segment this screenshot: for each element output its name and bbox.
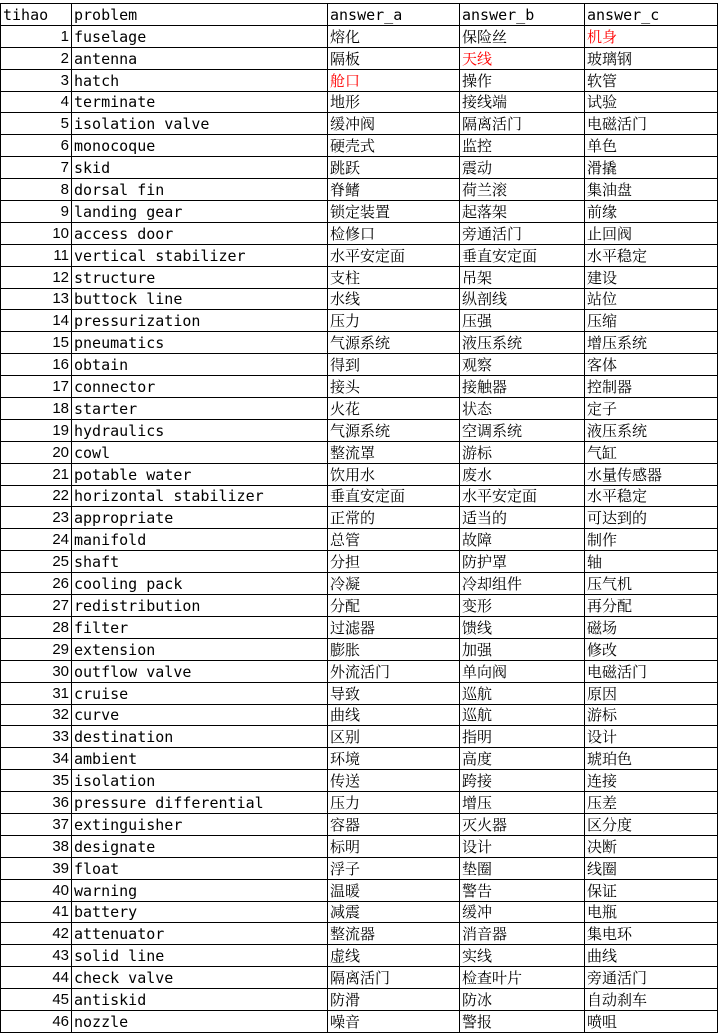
cell-answer-a[interactable]: 分担 — [328, 551, 460, 573]
table-row — [1, 726, 718, 748]
cell-problem[interactable]: warning — [72, 879, 328, 901]
table-row — [1, 529, 718, 551]
table-row — [1, 222, 718, 244]
table-row — [1, 288, 718, 310]
cell-tihao[interactable]: 10 — [1, 222, 72, 244]
cell-answer-a[interactable]: 浮子 — [328, 857, 460, 879]
cell-answer-c[interactable]: 磁场 — [585, 616, 718, 638]
cell-tihao[interactable]: 42 — [1, 923, 72, 945]
cell-problem[interactable]: vertical stabilizer — [72, 244, 328, 266]
cell-answer-b[interactable]: 设计 — [460, 835, 585, 857]
table-row — [1, 398, 718, 420]
cell-problem[interactable]: manifold — [72, 529, 328, 551]
table-row — [1, 595, 718, 617]
cell-answer-b[interactable]: 接线端 — [460, 91, 585, 113]
cell-problem[interactable]: obtain — [72, 354, 328, 376]
cell-answer-b[interactable]: 单向阀 — [460, 660, 585, 682]
cell-answer-c[interactable]: 喷咀 — [585, 1010, 718, 1032]
cell-problem[interactable]: isolation valve — [72, 113, 328, 135]
cell-answer-c[interactable]: 线圈 — [585, 857, 718, 879]
cell-answer-a[interactable]: 导致 — [328, 682, 460, 704]
table-row — [1, 923, 718, 945]
cell-problem[interactable]: solid line — [72, 945, 328, 967]
cell-problem[interactable]: extinguisher — [72, 813, 328, 835]
cell-answer-b[interactable]: 检查叶片 — [460, 967, 585, 989]
cell-answer-c[interactable]: 曲线 — [585, 945, 718, 967]
table-row — [1, 682, 718, 704]
cell-answer-a[interactable]: 传送 — [328, 770, 460, 792]
table-row — [1, 507, 718, 529]
cell-answer-c[interactable]: 增压系统 — [585, 332, 718, 354]
cell-answer-a[interactable]: 分配 — [328, 595, 460, 617]
cell-answer-a[interactable]: 温暖 — [328, 879, 460, 901]
cell-answer-b[interactable]: 警告 — [460, 879, 585, 901]
cell-tihao[interactable]: 4 — [1, 91, 72, 113]
table-row — [1, 354, 718, 376]
cell-answer-c[interactable]: 站位 — [585, 288, 718, 310]
cell-answer-c[interactable]: 客体 — [585, 354, 718, 376]
cell-answer-b[interactable]: 指明 — [460, 726, 585, 748]
table-row — [1, 901, 718, 923]
cell-answer-b[interactable]: 缓冲 — [460, 901, 585, 923]
cell-tihao[interactable]: 37 — [1, 813, 72, 835]
table-row — [1, 879, 718, 901]
cell-tihao[interactable]: 45 — [1, 989, 72, 1011]
table-row — [1, 638, 718, 660]
cell-answer-a[interactable]: 膨胀 — [328, 638, 460, 660]
cell-tihao[interactable]: 36 — [1, 792, 72, 814]
table-row — [1, 332, 718, 354]
header-answer-b[interactable]: answer_b — [460, 4, 585, 26]
cell-answer-b[interactable]: 旁通活门 — [460, 222, 585, 244]
cell-answer-b[interactable]: 空调系统 — [460, 419, 585, 441]
table-row — [1, 551, 718, 573]
cell-tihao[interactable]: 7 — [1, 157, 72, 179]
cell-tihao[interactable]: 32 — [1, 704, 72, 726]
table-row — [1, 616, 718, 638]
cell-problem[interactable]: pneumatics — [72, 332, 328, 354]
cell-problem[interactable]: starter — [72, 398, 328, 420]
cell-answer-b[interactable]: 灭火器 — [460, 813, 585, 835]
cell-answer-c[interactable]: 轴 — [585, 551, 718, 573]
cell-problem[interactable]: cooling pack — [72, 573, 328, 595]
cell-problem[interactable]: float — [72, 857, 328, 879]
table-row — [1, 748, 718, 770]
cell-problem[interactable]: battery — [72, 901, 328, 923]
cell-answer-b[interactable]: 跨接 — [460, 770, 585, 792]
cell-answer-a[interactable]: 环境 — [328, 748, 460, 770]
cell-tihao[interactable]: 6 — [1, 135, 72, 157]
cell-tihao[interactable]: 25 — [1, 551, 72, 573]
cell-answer-b[interactable]: 吊架 — [460, 266, 585, 288]
table-row — [1, 47, 718, 69]
cell-tihao[interactable]: 41 — [1, 901, 72, 923]
cell-answer-a[interactable]: 减震 — [328, 901, 460, 923]
cell-answer-c[interactable]: 玻璃钢 — [585, 47, 718, 69]
cell-answer-b[interactable]: 加强 — [460, 638, 585, 660]
cell-problem[interactable]: filter — [72, 616, 328, 638]
cell-answer-b[interactable]: 游标 — [460, 441, 585, 463]
table-row — [1, 1010, 718, 1032]
cell-tihao[interactable]: 9 — [1, 201, 72, 223]
cell-problem[interactable]: attenuator — [72, 923, 328, 945]
cell-answer-b[interactable]: 液压系统 — [460, 332, 585, 354]
table-row — [1, 660, 718, 682]
table-row — [1, 419, 718, 441]
cell-answer-c[interactable]: 电瓶 — [585, 901, 718, 923]
cell-answer-a[interactable]: 得到 — [328, 354, 460, 376]
cell-answer-a[interactable]: 防滑 — [328, 989, 460, 1011]
cell-answer-c[interactable]: 自动刹车 — [585, 989, 718, 1011]
cell-answer-c[interactable]: 止回阀 — [585, 222, 718, 244]
cell-answer-b[interactable]: 状态 — [460, 398, 585, 420]
cell-answer-b[interactable]: 高度 — [460, 748, 585, 770]
cell-answer-a[interactable]: 压力 — [328, 310, 460, 332]
cell-answer-c[interactable]: 游标 — [585, 704, 718, 726]
cell-answer-c[interactable]: 压气机 — [585, 573, 718, 595]
cell-problem[interactable]: outflow valve — [72, 660, 328, 682]
cell-answer-b[interactable]: 荷兰滚 — [460, 179, 585, 201]
cell-answer-b[interactable]: 巡航 — [460, 682, 585, 704]
cell-tihao[interactable]: 44 — [1, 967, 72, 989]
cell-answer-b[interactable]: 压强 — [460, 310, 585, 332]
cell-answer-b[interactable]: 垫圈 — [460, 857, 585, 879]
table-row — [1, 857, 718, 879]
cell-tihao[interactable]: 3 — [1, 69, 72, 91]
cell-problem[interactable]: terminate — [72, 91, 328, 113]
cell-problem[interactable]: isolation — [72, 770, 328, 792]
cell-tihao[interactable]: 21 — [1, 463, 72, 485]
cell-tihao[interactable]: 14 — [1, 310, 72, 332]
cell-answer-a[interactable]: 舱口 — [328, 69, 460, 91]
table-row — [1, 835, 718, 857]
cell-answer-c[interactable]: 设计 — [585, 726, 718, 748]
cell-answer-c[interactable]: 电磁活门 — [585, 113, 718, 135]
table-row — [1, 113, 718, 135]
cell-tihao[interactable]: 13 — [1, 288, 72, 310]
cell-answer-a[interactable]: 区别 — [328, 726, 460, 748]
cell-answer-a[interactable]: 隔板 — [328, 47, 460, 69]
cell-answer-c[interactable]: 决断 — [585, 835, 718, 857]
cell-tihao[interactable]: 39 — [1, 857, 72, 879]
cell-problem[interactable]: dorsal fin — [72, 179, 328, 201]
cell-answer-b[interactable]: 故障 — [460, 529, 585, 551]
table-row — [1, 945, 718, 967]
header-answer-c[interactable]: answer_c — [585, 4, 718, 26]
cell-problem[interactable]: monocoque — [72, 135, 328, 157]
cell-problem[interactable]: fuselage — [72, 25, 328, 47]
cell-answer-a[interactable]: 气源系统 — [328, 419, 460, 441]
cell-answer-c[interactable]: 前缘 — [585, 201, 718, 223]
cell-answer-a[interactable]: 脊鳍 — [328, 179, 460, 201]
cell-answer-b[interactable]: 操作 — [460, 69, 585, 91]
cell-answer-b[interactable]: 防冰 — [460, 989, 585, 1011]
cell-answer-a[interactable]: 熔化 — [328, 25, 460, 47]
cell-answer-a[interactable]: 隔离活门 — [328, 967, 460, 989]
cell-answer-a[interactable]: 曲线 — [328, 704, 460, 726]
cell-answer-c[interactable]: 液压系统 — [585, 419, 718, 441]
cell-problem[interactable]: redistribution — [72, 595, 328, 617]
cell-answer-a[interactable]: 气源系统 — [328, 332, 460, 354]
cell-problem[interactable]: antiskid — [72, 989, 328, 1011]
cell-answer-c[interactable]: 集油盘 — [585, 179, 718, 201]
cell-answer-b[interactable]: 接触器 — [460, 376, 585, 398]
table-row — [1, 989, 718, 1011]
cell-problem[interactable]: horizontal stabilizer — [72, 485, 328, 507]
cell-tihao[interactable]: 31 — [1, 682, 72, 704]
table-row — [1, 310, 718, 332]
cell-answer-a[interactable]: 锁定装置 — [328, 201, 460, 223]
cell-tihao[interactable]: 22 — [1, 485, 72, 507]
table-row — [1, 201, 718, 223]
table-row — [1, 157, 718, 179]
cell-problem[interactable]: structure — [72, 266, 328, 288]
table-row — [1, 244, 718, 266]
cell-tihao[interactable]: 2 — [1, 47, 72, 69]
cell-answer-c[interactable]: 制作 — [585, 529, 718, 551]
cell-answer-a[interactable]: 缓冲阀 — [328, 113, 460, 135]
cell-answer-a[interactable]: 整流器 — [328, 923, 460, 945]
cell-answer-a[interactable]: 饮用水 — [328, 463, 460, 485]
cell-answer-c[interactable]: 建设 — [585, 266, 718, 288]
cell-answer-c[interactable]: 水量传感器 — [585, 463, 718, 485]
cell-problem[interactable]: skid — [72, 157, 328, 179]
cell-answer-a[interactable]: 正常的 — [328, 507, 460, 529]
cell-problem[interactable]: extension — [72, 638, 328, 660]
cell-answer-a[interactable]: 跳跃 — [328, 157, 460, 179]
cell-answer-c[interactable]: 原因 — [585, 682, 718, 704]
cell-answer-b[interactable]: 起落架 — [460, 201, 585, 223]
cell-answer-c[interactable]: 软管 — [585, 69, 718, 91]
cell-answer-a[interactable]: 总管 — [328, 529, 460, 551]
cell-answer-b[interactable]: 观察 — [460, 354, 585, 376]
cell-answer-b[interactable]: 变形 — [460, 595, 585, 617]
cell-tihao[interactable]: 17 — [1, 376, 72, 398]
cell-answer-c[interactable]: 琥珀色 — [585, 748, 718, 770]
cell-answer-a[interactable]: 过滤器 — [328, 616, 460, 638]
cell-tihao[interactable]: 43 — [1, 945, 72, 967]
cell-tihao[interactable]: 24 — [1, 529, 72, 551]
cell-answer-b[interactable]: 实线 — [460, 945, 585, 967]
cell-tihao[interactable]: 16 — [1, 354, 72, 376]
cell-problem[interactable]: curve — [72, 704, 328, 726]
cell-answer-a[interactable]: 容器 — [328, 813, 460, 835]
cell-answer-b[interactable]: 隔离活门 — [460, 113, 585, 135]
cell-tihao[interactable]: 12 — [1, 266, 72, 288]
cell-answer-c[interactable]: 控制器 — [585, 376, 718, 398]
cell-answer-a[interactable]: 虚线 — [328, 945, 460, 967]
quiz-table — [0, 3, 718, 1033]
cell-tihao[interactable]: 35 — [1, 770, 72, 792]
table-row — [1, 967, 718, 989]
cell-tihao[interactable]: 1 — [1, 25, 72, 47]
cell-answer-b[interactable]: 保险丝 — [460, 25, 585, 47]
cell-tihao[interactable]: 40 — [1, 879, 72, 901]
cell-problem[interactable]: pressurization — [72, 310, 328, 332]
cell-tihao[interactable]: 33 — [1, 726, 72, 748]
cell-answer-a[interactable]: 地形 — [328, 91, 460, 113]
table-row — [1, 376, 718, 398]
cell-problem[interactable]: antenna — [72, 47, 328, 69]
cell-tihao[interactable]: 27 — [1, 595, 72, 617]
cell-problem[interactable]: connector — [72, 376, 328, 398]
cell-answer-a[interactable]: 火花 — [328, 398, 460, 420]
table-row — [1, 25, 718, 47]
table-row — [1, 179, 718, 201]
cell-answer-b[interactable]: 纵剖线 — [460, 288, 585, 310]
table-row — [1, 69, 718, 91]
cell-answer-a[interactable]: 压力 — [328, 792, 460, 814]
table-row — [1, 573, 718, 595]
cell-tihao[interactable]: 19 — [1, 419, 72, 441]
cell-problem[interactable]: nozzle — [72, 1010, 328, 1032]
cell-problem[interactable]: ambient — [72, 748, 328, 770]
cell-answer-b[interactable]: 适当的 — [460, 507, 585, 529]
cell-tihao[interactable]: 38 — [1, 835, 72, 857]
cell-problem[interactable]: check valve — [72, 967, 328, 989]
cell-answer-c[interactable]: 试验 — [585, 91, 718, 113]
cell-answer-a[interactable]: 外流活门 — [328, 660, 460, 682]
cell-answer-c[interactable]: 单色 — [585, 135, 718, 157]
cell-answer-c[interactable]: 机身 — [585, 25, 718, 47]
cell-problem[interactable]: destination — [72, 726, 328, 748]
cell-answer-c[interactable]: 修改 — [585, 638, 718, 660]
cell-problem[interactable]: hatch — [72, 69, 328, 91]
cell-answer-a[interactable]: 标明 — [328, 835, 460, 857]
cell-tihao[interactable]: 34 — [1, 748, 72, 770]
cell-answer-a[interactable]: 垂直安定面 — [328, 485, 460, 507]
cell-tihao[interactable]: 20 — [1, 441, 72, 463]
cell-answer-c[interactable]: 气缸 — [585, 441, 718, 463]
cell-answer-c[interactable]: 可达到的 — [585, 507, 718, 529]
cell-problem[interactable]: pressure differential — [72, 792, 328, 814]
table-row — [1, 704, 718, 726]
table-row — [1, 91, 718, 113]
cell-answer-b[interactable]: 震动 — [460, 157, 585, 179]
table-row — [1, 485, 718, 507]
cell-answer-b[interactable]: 防护罩 — [460, 551, 585, 573]
cell-answer-b[interactable]: 监控 — [460, 135, 585, 157]
cell-answer-c[interactable]: 滑撬 — [585, 157, 718, 179]
cell-problem[interactable]: cowl — [72, 441, 328, 463]
cell-answer-a[interactable]: 硬壳式 — [328, 135, 460, 157]
cell-answer-b[interactable]: 天线 — [460, 47, 585, 69]
table-row — [1, 813, 718, 835]
header-row — [1, 4, 718, 26]
cell-answer-b[interactable]: 垂直安定面 — [460, 244, 585, 266]
cell-problem[interactable]: shaft — [72, 551, 328, 573]
cell-answer-a[interactable]: 水平安定面 — [328, 244, 460, 266]
cell-answer-c[interactable]: 区分度 — [585, 813, 718, 835]
cell-answer-c[interactable]: 旁通活门 — [585, 967, 718, 989]
cell-problem[interactable]: landing gear — [72, 201, 328, 223]
cell-tihao[interactable]: 5 — [1, 113, 72, 135]
cell-problem[interactable]: appropriate — [72, 507, 328, 529]
cell-answer-c[interactable]: 压差 — [585, 792, 718, 814]
cell-answer-c[interactable]: 水平稳定 — [585, 485, 718, 507]
cell-tihao[interactable]: 23 — [1, 507, 72, 529]
cell-problem[interactable]: cruise — [72, 682, 328, 704]
cell-answer-c[interactable]: 定子 — [585, 398, 718, 420]
cell-answer-c[interactable]: 水平稳定 — [585, 244, 718, 266]
table-row — [1, 463, 718, 485]
cell-answer-b[interactable]: 巡航 — [460, 704, 585, 726]
cell-answer-b[interactable]: 消音器 — [460, 923, 585, 945]
table-row — [1, 266, 718, 288]
cell-answer-a[interactable]: 整流罩 — [328, 441, 460, 463]
cell-tihao[interactable]: 28 — [1, 616, 72, 638]
cell-tihao[interactable]: 15 — [1, 332, 72, 354]
cell-answer-a[interactable]: 水线 — [328, 288, 460, 310]
cell-answer-a[interactable]: 冷凝 — [328, 573, 460, 595]
cell-answer-b[interactable]: 水平安定面 — [460, 485, 585, 507]
cell-tihao[interactable]: 8 — [1, 179, 72, 201]
table-row — [1, 135, 718, 157]
cell-tihao[interactable]: 26 — [1, 573, 72, 595]
header-answer-a[interactable]: answer_a — [328, 4, 460, 26]
cell-problem[interactable]: buttock line — [72, 288, 328, 310]
cell-tihao[interactable]: 18 — [1, 398, 72, 420]
cell-answer-b[interactable]: 增压 — [460, 792, 585, 814]
cell-answer-a[interactable]: 接头 — [328, 376, 460, 398]
cell-answer-c[interactable]: 压缩 — [585, 310, 718, 332]
cell-problem[interactable]: designate — [72, 835, 328, 857]
cell-answer-b[interactable]: 馈线 — [460, 616, 585, 638]
cell-answer-c[interactable]: 保证 — [585, 879, 718, 901]
cell-tihao[interactable]: 46 — [1, 1010, 72, 1032]
cell-problem[interactable]: hydraulics — [72, 419, 328, 441]
cell-answer-c[interactable]: 集电环 — [585, 923, 718, 945]
header-problem[interactable]: problem — [72, 4, 328, 26]
cell-answer-b[interactable]: 废水 — [460, 463, 585, 485]
cell-answer-a[interactable]: 支柱 — [328, 266, 460, 288]
table-row — [1, 770, 718, 792]
header-tihao[interactable]: tihao — [1, 4, 72, 26]
cell-tihao[interactable]: 30 — [1, 660, 72, 682]
cell-tihao[interactable]: 11 — [1, 244, 72, 266]
cell-answer-a[interactable]: 噪音 — [328, 1010, 460, 1032]
table-row — [1, 441, 718, 463]
cell-answer-c[interactable]: 连接 — [585, 770, 718, 792]
cell-tihao[interactable]: 29 — [1, 638, 72, 660]
cell-answer-b[interactable]: 冷却组件 — [460, 573, 585, 595]
cell-problem[interactable]: potable water — [72, 463, 328, 485]
cell-answer-c[interactable]: 电磁活门 — [585, 660, 718, 682]
cell-problem[interactable]: access door — [72, 222, 328, 244]
cell-answer-b[interactable]: 警报 — [460, 1010, 585, 1032]
cell-answer-a[interactable]: 检修口 — [328, 222, 460, 244]
cell-answer-c[interactable]: 再分配 — [585, 595, 718, 617]
table-row — [1, 792, 718, 814]
